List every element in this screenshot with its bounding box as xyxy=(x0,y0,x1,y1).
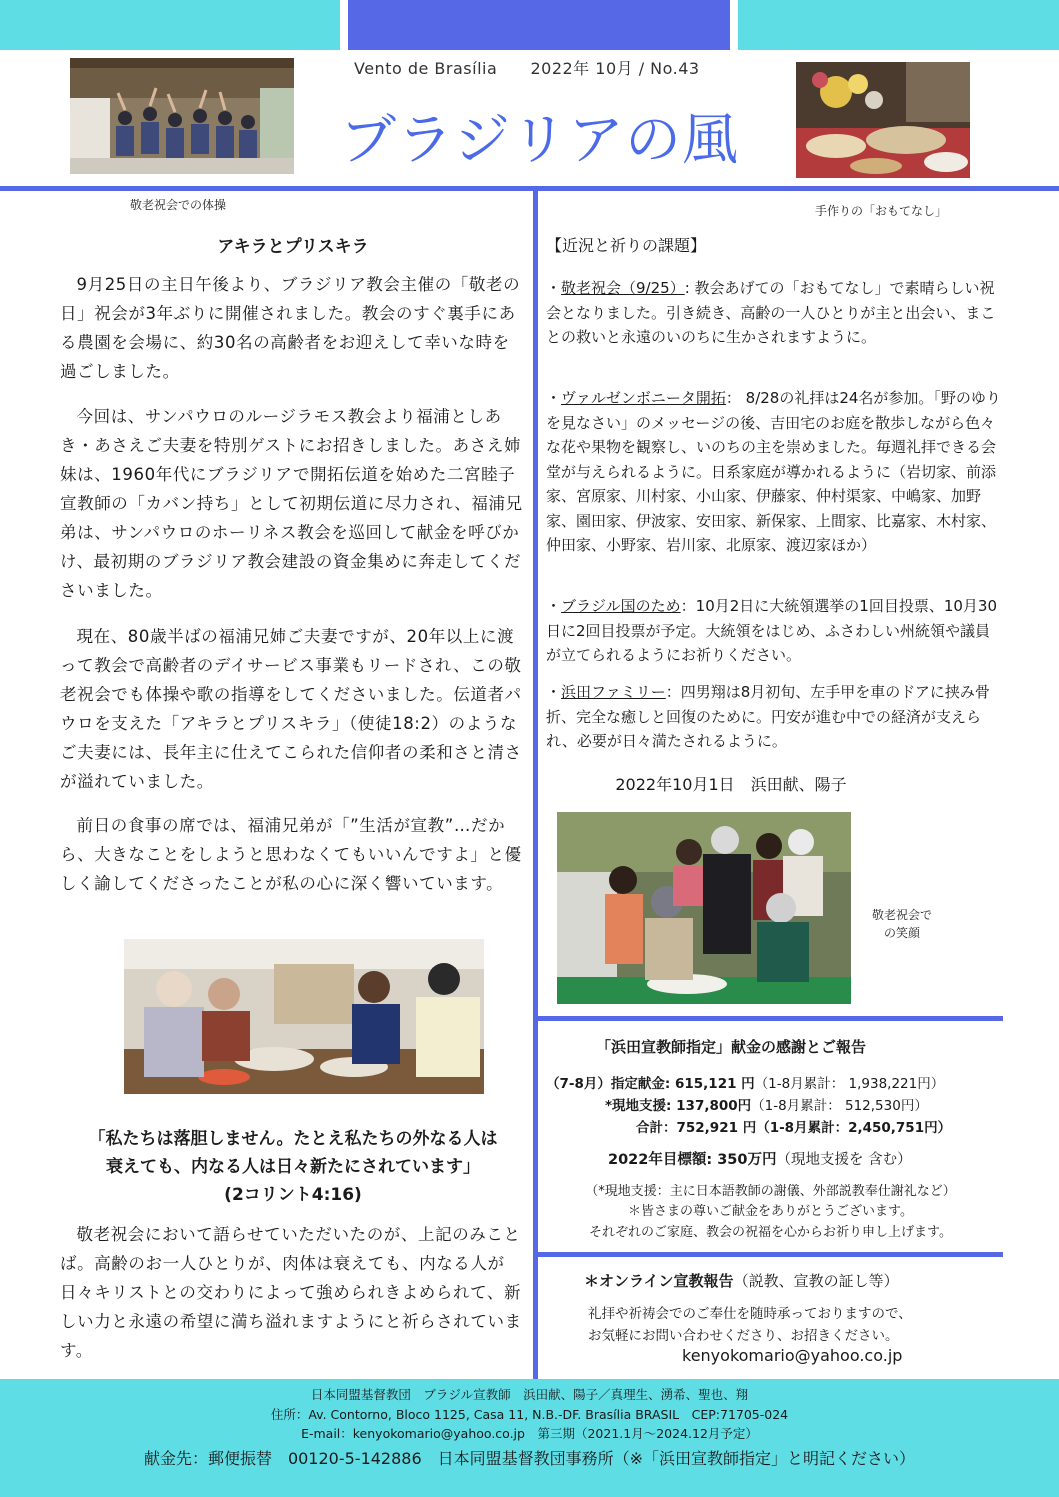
contact-email[interactable]: kenyokomario@yahoo.co.jp xyxy=(682,1346,903,1365)
scripture-quote-line2: 衰えても、内なる人は日々新たにされています」 xyxy=(106,1157,480,1177)
publication-name: Vento de Brasília xyxy=(354,59,498,78)
prayer-item-3-sep: ： xyxy=(680,597,696,615)
offering-note-1: （*現地支援：主に日本語教師の謝儀、外部説教奉仕謝礼など） xyxy=(585,1184,956,1199)
page-title: ブラジリアの風 xyxy=(340,108,739,173)
exercise-photo xyxy=(70,58,294,174)
food-photo-caption: 手作りの「おもてなし」 xyxy=(815,204,948,218)
offering-goal-amount: 2022年目標額: 350万円 xyxy=(608,1152,777,1168)
prayer-item-3: ・ブラジル国のため：10月2日に大統領選挙の1回目投票、10月30日に2回目投票が予定。大統領をはじめ、ふさわしい州統領や議員が立てられるようにお祈りください。 xyxy=(546,597,998,664)
prayer-item-1-body: 教会あげての「おもてなし」で素晴らしい祝会となりました。引き続き、高齢の一人ひとりが主と出会い、まことの救いと永遠のいのちに生かされますように。 xyxy=(546,279,996,346)
local-support: *現地支援: 137,800円 xyxy=(605,1098,752,1114)
online-title-main: ＊オンライン宣教報告 xyxy=(584,1272,734,1290)
offering-title: 「浜田宣教師指定」献金の感謝とご報告 xyxy=(595,1038,866,1056)
signature: 2022年10月1日 浜田献、陽子 xyxy=(615,775,847,794)
offering-goal-note: （現地支援を 含む） xyxy=(776,1152,912,1168)
designated-offering: （7-8月）指定献金: 615,121 円 xyxy=(546,1076,755,1092)
issue-number: 2022年 10月 / No.43 xyxy=(530,59,700,78)
publication-line xyxy=(354,56,700,79)
prayer-item-4-head: 浜田ファミリー xyxy=(561,683,666,701)
footer-line-2: 住所：Av. Contorno, Bloco 1125, Casa 11, N.B.-DF. Brasília BRASIL CEP:71705-024 xyxy=(270,1407,789,1422)
online-line-2: お気軽にお問い合わせくださり、お招きください。 xyxy=(588,1328,899,1344)
group-photo-caption-line2: の笑顔 xyxy=(884,926,921,940)
online-top-rule xyxy=(538,1252,1003,1257)
prayer-item-4: ・浜田ファミリー：四男翔は8月初旬、左手甲を車のドアに挟み骨折、完全な癒しと回復のために。円安が進む中での経済が支えられ、必要が日々満たされるように。 xyxy=(546,683,990,750)
offering-goal xyxy=(608,1148,912,1169)
dinner-photo xyxy=(124,939,484,1094)
scripture-quote-line1: 「私たちは落胆しません。たとえ私たちの外なる人は xyxy=(88,1129,498,1149)
offering-note-2: ＊皆さまの尊いご献金をありがとうございます。 xyxy=(628,1204,913,1219)
designated-offering-total: （1-8月累計： 1,938,221円） xyxy=(754,1076,945,1092)
prayer-item-1-head: 敬老祝会（9/25） xyxy=(561,279,685,297)
article-paragraph-2: 今回は、サンパウロのルージラモス教会より福浦としあき・あさえご夫妻を特別ゲストにお招きしました。あさえ姉妹は、1960年代にブラジリアで開拓伝道を始めた二宮睦子宣教師の「カバン持ち」として初期伝道に尽力され、福浦兄弟は、サンパウロのホーリネス教会を巡回して献金を呼びかけ、最初期のブラジリア教会建設の資金集めに奔走してくださいました。 xyxy=(60,407,523,600)
offering-note-3: それぞれのご家庭、教会の祝福を心からお祈り申し上げます。 xyxy=(589,1225,952,1240)
offering-row-1 xyxy=(546,1072,944,1092)
article-paragraph-4: 前日の食事の席では、福浦兄弟が「”生活が宣教”…だから、大きなことをしようと思わなくてもいいんですよ」と優しく諭してくださったことが私の心に深く響いています。 xyxy=(60,816,522,893)
prayer-item-4-body: 四男翔は8月初旬、左手甲を車のドアに挟み骨折、完全な癒しと回復のために。円安が進む中での経済が支えられ、必要が日々満たされるように。 xyxy=(546,683,990,750)
prayer-item-4-sep: ： xyxy=(665,683,681,701)
local-support-total: （1-8月累計： 512,530円） xyxy=(751,1098,928,1114)
prayer-item-2-head: ヴァルゼンボニータ開拓 xyxy=(561,389,726,407)
prayer-section-title: 【近況と祈りの課題】 xyxy=(546,236,707,255)
prayer-item-3-head: ブラジル国のため xyxy=(561,597,681,615)
food-photo xyxy=(796,62,970,178)
top-bar-left xyxy=(0,0,340,50)
offering-row-3: 合計：752,921 円（1-8月累計：2,450,751円） xyxy=(636,1120,952,1136)
prayer-item-2-sep: ： xyxy=(725,389,741,407)
online-title-note: （説教、宣教の証し等） xyxy=(733,1272,899,1290)
header-rule xyxy=(0,186,1059,191)
closing-paragraph: 敬老祝会において語らせていただいたのが、上記のみことば。高齢のお一人ひとりが、肉体は衰えても、内なる人が日々キリストとの交わりによって強められきよめられて、新しい力と永遠の希望に満ち溢れますようにと祈らされています。 xyxy=(60,1225,522,1360)
article-paragraph-3: 現在、80歳半ばの福浦兄姉ご夫妻ですが、20年以上に渡って教会で高齢者のデイサービス事業もリードされ、この敬老祝会でも体操や歌の指導をしてくださいました。伝道者パウロを支えた「アキラとプリスキラ」（使徒18:2）のようなご夫妻には、長年主に仕えてこられた信仰者の柔和さと清さが溢れていました。 xyxy=(60,627,522,791)
footer-offering-account: 献金先：郵便振替 00120-5-142886 日本同盟基督教団事務所（※「浜田宣教師指定」と明記ください） xyxy=(143,1449,916,1468)
prayer-item-2: ・ヴァルゼンボニータ開拓： 8/28の礼拝は24名が参加。「野のゆりを見なさい」のメッセージの後、吉田宅のお庭を散歩しながら色々な花や果物を観察し、いのちの主を崇めました。毎週礼拝できる会堂が与えられるように。日系家庭が導かれるように（岩切家、前添家、宮原家、川村家、小山家、伊藤家、仲村渠家、中嶋家、加野家、園田家、伊波家、安田家、新保家、上間家、比嘉家、木村家、仲田家、小野家、岩川家、北原家、渡辺家ほか） xyxy=(546,389,1001,554)
top-bar-right xyxy=(738,0,1059,50)
prayer-item-1: ・敬老祝会（9/25）: 教会あげての「おもてなし」で素晴らしい祝会となりました。引き続き、高齢の一人ひとりが主と出会い、まことの救いと永遠のいのちに生かされますように。 xyxy=(546,279,996,346)
offering-top-rule xyxy=(538,1016,1003,1021)
exercise-photo-caption: 敬老祝会での体操 xyxy=(130,198,227,212)
top-bar-center xyxy=(348,0,730,50)
scripture-reference: (2コリント4:16) xyxy=(224,1185,362,1205)
article-title: アキラとプリスキラ xyxy=(217,237,369,257)
group-photo-caption-line1: 敬老祝会で xyxy=(872,908,933,922)
online-title xyxy=(584,1270,899,1291)
footer-line-1: 日本同盟基督教団 ブラジル宣教師 浜田献、陽子／真理生、湧希、聖也、翔 xyxy=(310,1387,749,1402)
offering-row-2 xyxy=(605,1094,928,1114)
online-line-1: 礼拝や祈祷会でのご奉仕を随時承っておりますので、 xyxy=(588,1306,912,1322)
prayer-item-2-body: 8/28の礼拝は24名が参加。「野のゆりを見なさい」のメッセージの後、吉田宅のお庭を散歩しながら色々な花や果物を観察し、いのちの主を崇めました。毎週礼拝できる会堂が与えられるように。日系家庭が導かれるように（岩切家、前添家、宮原家、川村家、小山家、伊藤家、仲村渠家、中嶋家、加野家、園田家、伊波家、安田家、新保家、上間家、比嘉家、木村家、仲田家、小野家、岩川家、北原家、渡辺家ほか） xyxy=(546,389,1001,554)
article-paragraph-1: 9月25日の主日午後より、ブラジリア教会主催の「敬老の日」祝会が3年ぶりに開催されました。教会のすぐ裏手にある農園を会場に、約30名の高齢者をお迎えして幸いな時を過ごしました。 xyxy=(60,275,521,381)
prayer-item-3-body: 10月2日に大統領選挙の1回目投票、10月30日に2回目投票が予定。大統領をはじめ、ふさわしい州統領や議員が立てられるようにお祈りください。 xyxy=(546,597,998,664)
group-photo xyxy=(557,812,851,1004)
prayer-item-1-sep: : xyxy=(684,279,690,297)
footer-line-3: E-mail：kenyokomario@yahoo.co.jp 第三期（2021.1月～2024.12月予定） xyxy=(301,1426,758,1441)
